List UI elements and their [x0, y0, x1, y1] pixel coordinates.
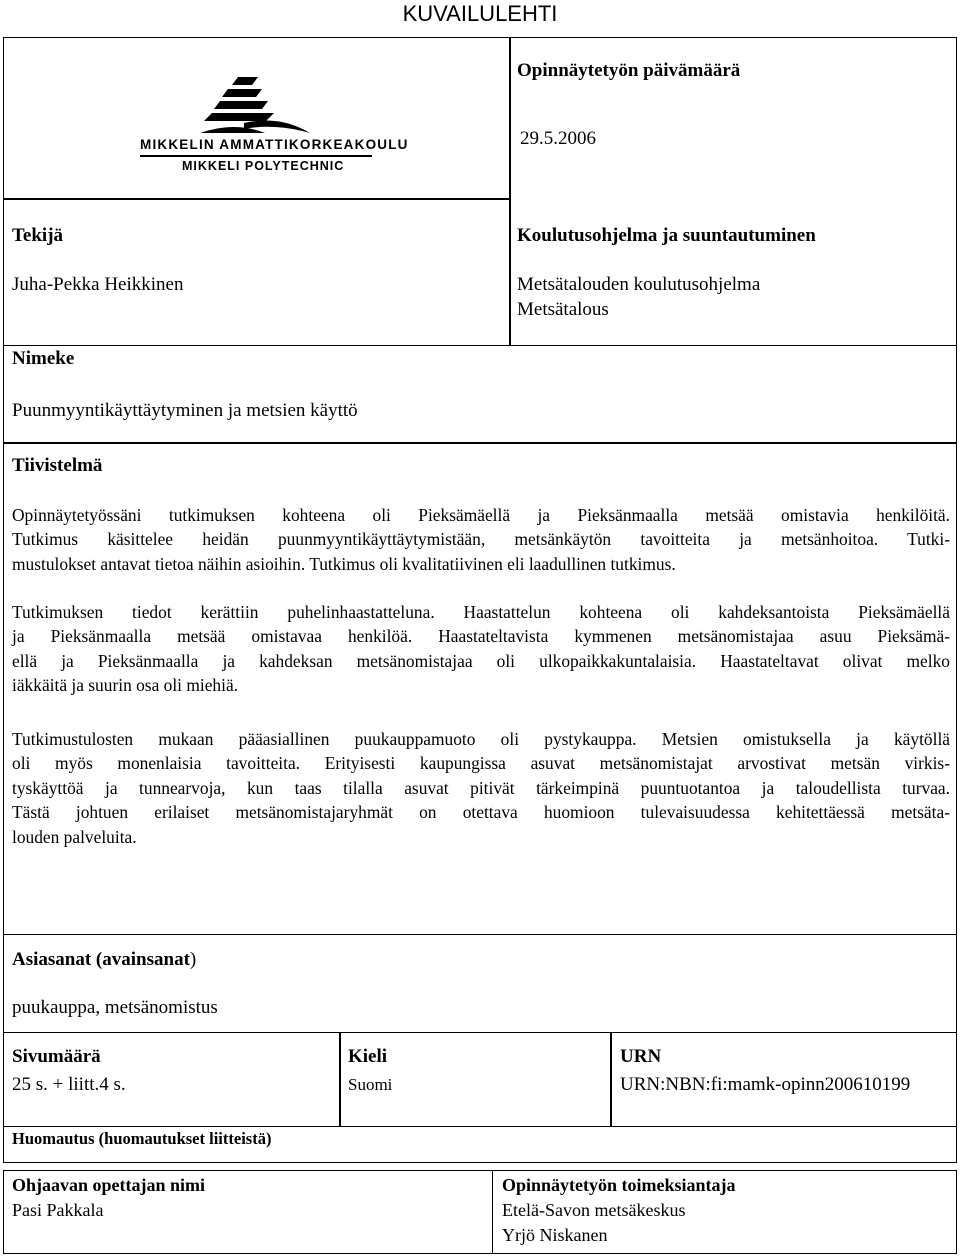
meta-divider-2	[610, 1032, 612, 1127]
language-label: Kieli	[348, 1046, 388, 1067]
logo-line1: MIKKELIN AMMATTIKORKEAKOULU	[140, 137, 409, 152]
nimeke-label: Nimeke	[12, 348, 75, 369]
logo-mark-icon	[140, 75, 380, 137]
author-label: Tekijä	[12, 225, 64, 246]
supervisor-label: Ohjaavan opettajan nimi	[12, 1175, 206, 1195]
commissioner-label: Opinnäytetyön toimeksiantaja	[502, 1175, 736, 1195]
abstract-paragraph-1	[12, 503, 950, 576]
keywords-label-tail: )	[189, 949, 197, 970]
pages-label: Sivumäärä	[12, 1046, 101, 1067]
date-label: Opinnäytetyön päivämäärä	[517, 60, 741, 81]
logo-rule	[140, 155, 372, 157]
keywords-value: puukauppa, metsänomistus	[12, 997, 218, 1018]
text-line: tyskäyttöä ja tunnearvoja, kun taas tilalla asuvat pitivät tärkeimpinä puuntuotantoa ja taloudellista turvaa.	[12, 777, 950, 798]
abstract-paragraph-2	[12, 600, 950, 698]
program-line1: Metsätalouden koulutusohjelma	[517, 274, 761, 295]
notes-label: Huomautus (huomautukset liitteistä)	[12, 1129, 272, 1148]
section-divider-top	[3, 198, 510, 200]
commissioner-line2: Yrjö Niskanen	[502, 1225, 608, 1245]
meta-divider-1	[339, 1032, 341, 1127]
text-line: ja Pieksänmaalla metsää omistavaa henkilöä. Haastateltavista kymmenen metsänomistajaa asuu Pieksämä-	[12, 626, 950, 647]
header-divider	[509, 37, 511, 346]
program-label: Koulutusohjelma ja suuntautuminen	[517, 225, 816, 246]
date-value: 29.5.2006	[520, 128, 596, 149]
nimeke-value: Puunmyyntikäyttäytyminen ja metsien käyttö	[12, 400, 358, 421]
abstract-divider	[3, 442, 957, 444]
pages-value: 25 s. + liitt.4 s.	[12, 1074, 126, 1095]
text-line: Tutkimuksen tiedot kerättiin puhelinhaastatteluna. Haastattelun kohteena oli kahdeksantoista Pieksämäellä	[12, 602, 950, 622]
page-title: KUVAILULEHTI	[402, 1, 558, 26]
text-line: Tästä johtuen erilaiset metsänomistajaryhmät on otettava huomioon tulevaisuudessa kehitettäessä metsäta-	[12, 802, 950, 823]
language-value: Suomi	[348, 1075, 393, 1094]
logo-line2: MIKKELI POLYTECHNIC	[182, 159, 345, 173]
text-line: iäkkäitä ja suurin osa oli miehiä.	[12, 675, 239, 696]
text-line: Tutkimus käsittelee heidän puunmyyntikäyttäytymistään, metsänkäytön tavoitteita ja metsänhoitoa. Tutki-	[12, 529, 950, 550]
text-line: Opinnäytetyössäni tutkimuksen kohteena oli Pieksämäellä ja Pieksänmaalla metsää omistavia henkilöitä.	[12, 505, 950, 525]
keywords-label	[12, 948, 196, 972]
text-line: Tutkimustulosten mukaan pääasiallinen puukauppamuoto oli pystykauppa. Metsien omistuksella ja käytöllä	[12, 729, 950, 749]
program-line2: Metsätalous	[517, 299, 609, 320]
commissioner-line1: Etelä-Savon metsäkeskus	[502, 1200, 686, 1220]
supervisor-value: Pasi Pakkala	[12, 1200, 104, 1220]
text-line: louden palveluita.	[12, 826, 137, 847]
urn-label: URN	[620, 1046, 662, 1067]
urn-value: URN:NBN:fi:mamk-opinn200610199	[620, 1074, 911, 1095]
text-line: oli myös monenlaisia tavoitteita. Erityisesti kaupungissa asuvat metsänomistajat arvostivat metsän virkis-	[12, 753, 950, 774]
logo	[140, 75, 409, 180]
keywords-label-bold: Asiasanat (avainsanat	[12, 949, 190, 970]
author-value: Juha-Pekka Heikkinen	[12, 274, 184, 295]
text-line: ellä ja Pieksänmaalla ja kahdeksan metsänomistajaa oli ulkopaikkakuntalaisia. Haastateltavat olivat melko	[12, 650, 950, 671]
tiivistelma-label: Tiivistelmä	[12, 455, 103, 476]
text-line: mustulokset antavat tietoa näihin asioihin. Tutkimus oli kvalitatiivinen eli laadullinen tutkimus.	[12, 553, 676, 574]
abstract-paragraph-3	[12, 727, 950, 849]
